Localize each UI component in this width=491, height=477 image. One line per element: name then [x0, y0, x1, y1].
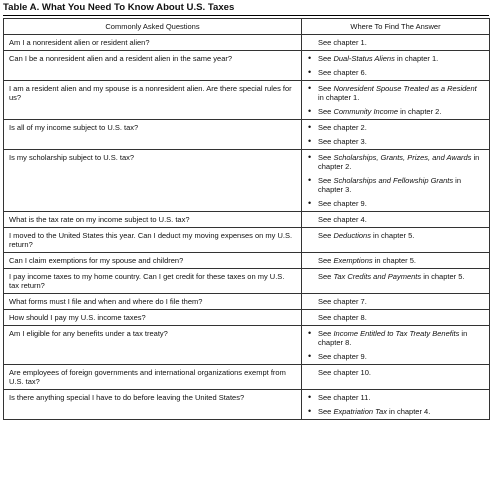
answers-column-header: Where To Find The Answer: [302, 19, 490, 35]
question-cell: What is the tax rate on my income subject to U.S. tax?: [4, 212, 302, 228]
bulleted-reference: [307, 176, 484, 194]
table-row: [4, 310, 490, 326]
table-row: [4, 326, 490, 365]
table-row: [4, 150, 490, 212]
question-cell: What forms must I file and when and where do I file them?: [4, 294, 302, 310]
reference: [307, 38, 484, 47]
reference-text: See: [318, 84, 334, 93]
reference-text: See chapter 2.: [318, 123, 367, 132]
reference-topic: Expatriation Tax: [333, 407, 387, 416]
reference-chapter: in chapter 8.: [318, 329, 468, 347]
reference-text: See: [318, 329, 334, 338]
bulleted-reference: [307, 352, 484, 361]
reference-topic: Exemptions: [333, 256, 373, 265]
question-cell: Is all of my income subject to U.S. tax?: [4, 120, 302, 150]
answer-cell: [302, 228, 490, 253]
reference-topic: Tax Credits and Payments: [333, 272, 422, 281]
reference-text: See: [318, 107, 334, 116]
question-cell: I moved to the United States this year. Can I deduct my moving expenses on my U.S. return?: [4, 228, 302, 253]
bulleted-reference: [307, 153, 484, 171]
reference: [307, 368, 484, 377]
table-row: [4, 365, 490, 390]
reference-chapter: in chapter 2.: [398, 107, 442, 116]
tax-questions-table: [3, 18, 490, 420]
reference-text: See: [318, 256, 334, 265]
answer-cell: [302, 35, 490, 51]
reference-text: See chapter 11.: [318, 393, 371, 402]
reference-text: See chapter 8.: [318, 313, 367, 322]
question-cell: Am I a nonresident alien or resident alien?: [4, 35, 302, 51]
question-cell: Are employees of foreign governments and international organizations exempt from U.S. tax?: [4, 365, 302, 390]
reference-topic: Income Entitled to Tax Treaty Benefits: [333, 329, 460, 338]
question-cell: Can I claim exemptions for my spouse and children?: [4, 253, 302, 269]
table-title: Table A. What You Need To Know About U.S. Taxes: [3, 2, 235, 13]
reference: [307, 272, 484, 281]
answer-cell: [302, 253, 490, 269]
table-row: [4, 269, 490, 294]
reference-chapter: in chapter 5.: [421, 272, 465, 281]
reference-topic: Nonresident Spouse Treated as a Resident: [333, 84, 477, 93]
reference-text: See: [318, 231, 334, 240]
bulleted-reference: [307, 123, 484, 132]
reference-text: See: [318, 407, 334, 416]
answer-cell: [302, 150, 490, 212]
reference: [307, 215, 484, 224]
table-body: [4, 35, 490, 420]
answer-cell: [302, 269, 490, 294]
reference-text: See chapter 3.: [318, 137, 367, 146]
question-cell: Am I eligible for any benefits under a tax treaty?: [4, 326, 302, 365]
table-row: [4, 212, 490, 228]
reference-chapter: in chapter 5.: [370, 231, 415, 240]
reference-text: See chapter 1.: [318, 38, 367, 47]
bulleted-reference: [307, 329, 484, 347]
reference-text: See: [318, 176, 334, 185]
reference-topic: Scholarships, Grants, Prizes, and Awards: [333, 153, 472, 162]
bulleted-reference: [307, 84, 484, 102]
reference-chapter: in chapter 4.: [386, 407, 431, 416]
reference-text: See chapter 4.: [318, 215, 367, 224]
table-row: [4, 228, 490, 253]
reference: [307, 256, 484, 265]
reference: [307, 297, 484, 306]
answer-cell: [302, 120, 490, 150]
question-cell: I am a resident alien and my spouse is a nonresident alien. Are there special rules for us?: [4, 81, 302, 120]
reference-topic: Community Income: [333, 107, 399, 116]
reference-topic: Deductions: [333, 231, 371, 240]
answer-cell: [302, 212, 490, 228]
table-row: [4, 35, 490, 51]
title-rule: [3, 15, 489, 16]
reference: [307, 231, 484, 240]
answer-cell: [302, 294, 490, 310]
reference-topic: Dual-Status Aliens: [333, 54, 395, 63]
reference-chapter: in chapter 2.: [318, 153, 480, 171]
question-cell: How should I pay my U.S. income taxes?: [4, 310, 302, 326]
reference-text: See: [318, 153, 334, 162]
reference-chapter: in chapter 1.: [394, 54, 439, 63]
reference-text: See chapter 9.: [318, 199, 367, 208]
questions-column-header: Commonly Asked Questions: [4, 19, 302, 35]
table-row: [4, 81, 490, 120]
question-cell: I pay income taxes to my home country. Can I get credit for these taxes on my U.S. tax return?: [4, 269, 302, 294]
reference-chapter: in chapter 1.: [318, 93, 360, 102]
answer-cell: [302, 51, 490, 81]
question-cell: Is my scholarship subject to U.S. tax?: [4, 150, 302, 212]
reference-chapter: in chapter 3.: [318, 176, 462, 194]
answer-cell: [302, 310, 490, 326]
header-row: [4, 19, 490, 35]
bulleted-reference: [307, 199, 484, 208]
reference-text: See: [318, 272, 334, 281]
table-row: [4, 294, 490, 310]
answer-cell: [302, 81, 490, 120]
question-cell: Can I be a nonresident alien and a resident alien in the same year?: [4, 51, 302, 81]
answer-cell: [302, 390, 490, 420]
reference-text: See chapter 10.: [318, 368, 371, 377]
reference-text: See chapter 7.: [318, 297, 367, 306]
bulleted-reference: [307, 68, 484, 77]
question-cell: Is there anything special I have to do before leaving the United States?: [4, 390, 302, 420]
reference-text: See chapter 6.: [318, 68, 367, 77]
bulleted-reference: [307, 407, 484, 416]
table-row: [4, 51, 490, 81]
reference: [307, 313, 484, 322]
bulleted-reference: [307, 137, 484, 146]
reference-topic: Scholarships and Fellowship Grants: [333, 176, 454, 185]
table-row: [4, 120, 490, 150]
answer-cell: [302, 326, 490, 365]
table-row: [4, 390, 490, 420]
answer-cell: [302, 365, 490, 390]
reference-text: See chapter 9.: [318, 352, 367, 361]
reference-text: See: [318, 54, 334, 63]
bulleted-reference: [307, 393, 484, 402]
bulleted-reference: [307, 54, 484, 63]
bulleted-reference: [307, 107, 484, 116]
reference-chapter: in chapter 5.: [372, 256, 416, 265]
table-row: [4, 253, 490, 269]
